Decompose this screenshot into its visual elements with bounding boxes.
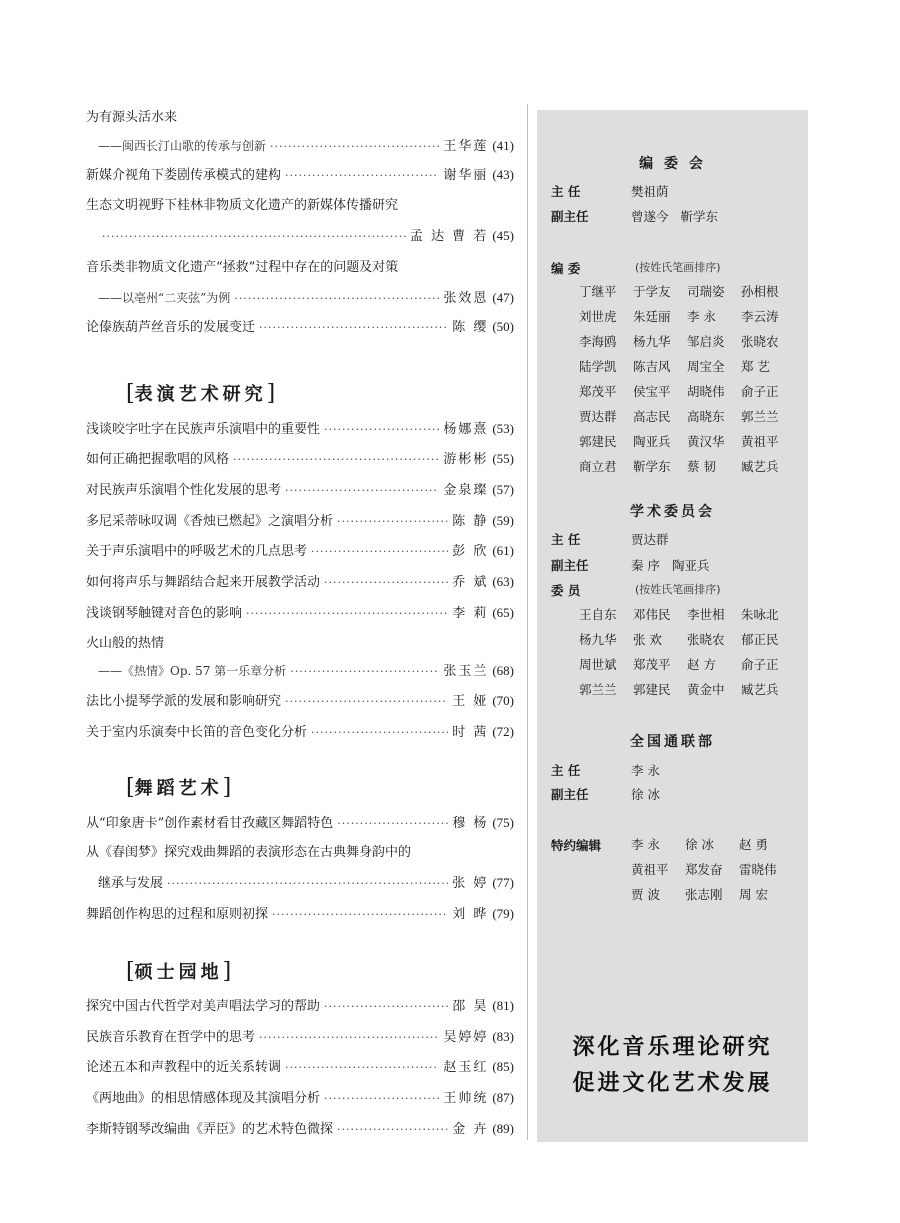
toc-page: (70) xyxy=(492,693,514,708)
toc-author: 张玉兰 xyxy=(443,664,489,679)
toc-page: (77) xyxy=(492,875,514,890)
leader-dots xyxy=(337,512,448,532)
role-label: 副主任 xyxy=(551,209,589,224)
toc-title: 《两地曲》的相思情感体现及其演唱分析 xyxy=(86,1091,321,1106)
toc-page: (59) xyxy=(492,513,514,528)
person-name: 李 永 xyxy=(631,763,660,778)
toc-author: 彭 欣 xyxy=(452,544,489,559)
leader-dots xyxy=(246,604,448,624)
editorial-committee-heading: 编 委 会 xyxy=(639,156,706,172)
toc-entry[interactable] xyxy=(86,904,514,924)
person-name: 樊祖荫 xyxy=(631,184,669,199)
section-heading-dance: [舞蹈艺术] xyxy=(126,775,232,800)
leader-dots xyxy=(337,814,448,834)
special-editors-row xyxy=(551,836,631,854)
toc-entry[interactable] xyxy=(86,449,514,469)
toc-title: 论述五本和声教程中的近关系转调 xyxy=(86,1060,282,1075)
role-label: 主 任 xyxy=(551,763,581,778)
toc-page: (50) xyxy=(492,319,514,334)
toc-page: (65) xyxy=(492,605,514,620)
toc-entry[interactable] xyxy=(86,691,514,711)
toc-subtitle: ——闽西长汀山歌的传承与创新 xyxy=(98,139,267,153)
toc-entry[interactable] xyxy=(86,419,514,439)
role-label: 主 任 xyxy=(551,184,581,199)
toc-subtitle: ——《热情》Op. 57 第一乐章分析 xyxy=(98,664,287,678)
ordering-note: (按姓氏笔画排序) xyxy=(635,261,721,274)
leader-dots xyxy=(311,723,448,743)
toc-title: 如何将声乐与舞蹈结合起来开展教学活动 xyxy=(86,575,321,590)
role-label: 委 员 xyxy=(551,583,581,598)
toc-page: (87) xyxy=(492,1090,514,1105)
toc-page: (41) xyxy=(492,138,514,153)
section-heading-master: [硕士园地] xyxy=(126,959,232,984)
person-name: 徐 冰 xyxy=(631,787,660,802)
slogan-line-1: 深化音乐理论研究 xyxy=(572,1034,773,1060)
liaison-vice-row xyxy=(551,785,660,803)
toc-entry[interactable] xyxy=(86,480,514,500)
toc-page: (68) xyxy=(492,663,514,678)
role-label: 编 委 xyxy=(551,261,581,276)
leader-dots xyxy=(234,289,439,309)
toc-page: (45) xyxy=(492,228,514,243)
toc-title: 舞蹈创作构思的过程和原则初探 xyxy=(86,907,269,922)
leader-dots xyxy=(285,692,448,712)
toc-author: 刘 晔 xyxy=(452,907,489,922)
toc-author: 吴婷婷 xyxy=(443,1030,489,1045)
toc-page: (81) xyxy=(492,998,514,1013)
toc-page: (89) xyxy=(492,1121,514,1136)
toc-author: 金泉璨 xyxy=(443,483,489,498)
leader-dots xyxy=(285,1058,439,1078)
toc-title: 为有源头活水来 xyxy=(86,110,178,125)
toc-subtitle: 继承与发展 xyxy=(98,876,164,891)
toc-entry[interactable] xyxy=(86,634,514,681)
toc-page: (43) xyxy=(492,167,514,182)
leader-dots xyxy=(285,481,439,501)
toc-author: 杨娜熹 xyxy=(443,422,489,437)
toc-author: 张效恩 xyxy=(443,291,489,306)
toc-author: 王华莲 xyxy=(443,139,489,154)
toc-entry[interactable] xyxy=(86,196,514,246)
toc-author: 王帅统 xyxy=(443,1091,489,1106)
toc-title: 关于声乐演唱中的呼吸艺术的几点思考 xyxy=(86,544,308,559)
toc-entry[interactable] xyxy=(86,541,514,561)
toc-title: 多尼采蒂咏叹调《香烛已燃起》之演唱分析 xyxy=(86,514,334,529)
academic-vice-row xyxy=(551,556,710,574)
toc-title: 火山般的热情 xyxy=(86,636,165,651)
toc-author: 赵玉红 xyxy=(443,1060,489,1075)
special-editors-grid: 李 永 徐 冰 赵 勇 黄祖平 郑发奋 雷晓伟 贾 波 张志刚 周 宏 xyxy=(631,836,777,902)
academic-members-label-row xyxy=(551,581,721,599)
editorial-director-row xyxy=(551,182,669,200)
toc-entry[interactable] xyxy=(86,165,514,185)
section-heading-performance: [表演艺术研究] xyxy=(126,381,276,406)
toc-entry[interactable] xyxy=(86,1027,514,1047)
toc-title: 如何正确把握歌唱的风格 xyxy=(86,452,230,467)
leader-dots xyxy=(311,542,448,562)
toc-author: 陈 静 xyxy=(452,514,489,529)
toc-entry[interactable] xyxy=(86,511,514,531)
leader-dots xyxy=(259,318,448,338)
column-divider xyxy=(527,104,528,1140)
toc-title: 新媒介视角下娄剧传承模式的建构 xyxy=(86,168,282,183)
toc-title: 论傣族葫芦丝音乐的发展变迁 xyxy=(86,320,256,335)
toc-author: 谢华丽 xyxy=(443,168,489,183)
toc-entry[interactable] xyxy=(86,843,514,893)
toc-title: 从“印象唐卡”创作素材看甘孜藏区舞蹈特色 xyxy=(86,816,334,831)
masthead-panel xyxy=(537,110,808,1142)
toc-title: 探究中国古代哲学对美声唱法学习的帮助 xyxy=(86,999,321,1014)
person-name: 靳学东 xyxy=(680,209,719,224)
toc-entry[interactable] xyxy=(86,572,514,592)
leader-dots xyxy=(324,420,439,440)
role-label: 主 任 xyxy=(551,532,581,547)
toc-author: 孟 达 曹 若 xyxy=(409,229,489,244)
toc-author: 邵 昊 xyxy=(452,999,489,1014)
leader-dots xyxy=(270,137,439,157)
toc-entry[interactable] xyxy=(86,996,514,1016)
toc-page: (75) xyxy=(492,815,514,830)
academic-director-row xyxy=(551,530,669,548)
academic-committee-heading: 学术委员会 xyxy=(630,504,715,520)
toc-title: 生态文明视野下桂林非物质文化遗产的新媒体传播研究 xyxy=(86,198,399,213)
leader-dots xyxy=(233,450,439,470)
toc-page: (47) xyxy=(492,290,514,305)
toc-title: 浅谈钢琴触键对音色的影响 xyxy=(86,606,243,621)
role-label: 副主任 xyxy=(551,787,589,802)
toc-entry[interactable] xyxy=(86,108,514,156)
leader-dots xyxy=(259,1028,439,1048)
person-name: 秦 序 xyxy=(631,558,660,573)
toc-author: 时 茜 xyxy=(452,725,489,740)
toc-title: 浅谈咬字吐字在民族声乐演唱中的重要性 xyxy=(86,422,321,437)
toc-page: (83) xyxy=(492,1029,514,1044)
toc-entry[interactable] xyxy=(86,603,514,623)
editorial-vice-row xyxy=(551,207,718,225)
toc-title: 对民族声乐演唱个性化发展的思考 xyxy=(86,483,282,498)
leader-dots xyxy=(290,662,439,682)
toc-page: (72) xyxy=(492,724,514,739)
ordering-note: (按姓氏笔画排序) xyxy=(635,583,721,596)
toc-title: 音乐类非物质文化遗产“拯救”过程中存在的问题及对策 xyxy=(86,260,399,275)
toc-page: (57) xyxy=(492,482,514,497)
slogan-line-2: 促进文化艺术发展 xyxy=(572,1070,773,1096)
toc-page: (63) xyxy=(492,574,514,589)
toc-author: 游彬彬 xyxy=(443,452,489,467)
toc-entry[interactable] xyxy=(86,317,514,337)
liaison-heading: 全国通联部 xyxy=(630,734,715,750)
person-name: 贾达群 xyxy=(631,532,669,547)
toc-title: 法比小提琴学派的发展和影响研究 xyxy=(86,694,282,709)
academic-members-grid: 王自东 邓伟民 李世相 朱咏北 杨九华 张 欢 张晓农 郁正民 周世斌 郑茂平 赵 方 俞子正 郭兰兰 郭建民 黄金中 臧艺兵 xyxy=(579,606,779,697)
toc-author: 王 娅 xyxy=(452,694,489,709)
toc-title: 从《春闺梦》探究戏曲舞蹈的表演形态在古典舞身韵中的 xyxy=(86,845,412,860)
leader-dots xyxy=(324,573,448,593)
person-name: 陶亚兵 xyxy=(671,558,710,573)
person-name: 曾遂今 xyxy=(631,209,669,224)
editorial-members-grid: 丁继平 于学友 司瑞姿 孙相根 刘世虎 朱廷丽 李 永 李云涛 李海鸥 杨九华 邹启炎 张晓农 陆学凯 陈吉风 周宝全 郑 艺 郑茂平 侯宝平 胡晓伟 俞子正 贾达群 高志民 高晓东 郭兰兰 郭建民 陶亚兵 黄汉华 黄祖平 商立君 靳学东 蔡 韧 臧艺兵 xyxy=(579,283,779,474)
toc-entry[interactable] xyxy=(86,813,514,833)
leader-dots xyxy=(337,1120,448,1140)
toc-entry[interactable] xyxy=(86,1119,514,1139)
toc-entry[interactable] xyxy=(86,1088,514,1108)
leader-dots xyxy=(324,1089,439,1109)
leader-dots xyxy=(102,227,406,247)
toc-title: 李斯特钢琴改编曲《弄臣》的艺术特色微探 xyxy=(86,1122,334,1137)
toc-title: 民族音乐教育在哲学中的思考 xyxy=(86,1030,256,1045)
leader-dots xyxy=(167,874,448,894)
toc-author: 金 卉 xyxy=(452,1122,489,1137)
role-label: 副主任 xyxy=(551,558,589,573)
toc-page: (61) xyxy=(492,543,514,558)
leader-dots xyxy=(272,905,448,925)
toc-page: (53) xyxy=(492,421,514,436)
liaison-director-row xyxy=(551,761,660,779)
toc-page: (85) xyxy=(492,1059,514,1074)
toc-entry[interactable] xyxy=(86,258,514,308)
toc-page: (55) xyxy=(492,451,514,466)
toc-entry[interactable] xyxy=(86,1057,514,1077)
toc-author: 李 莉 xyxy=(452,606,489,621)
role-label: 特约编辑 xyxy=(551,838,602,853)
toc-author: 陈 缨 xyxy=(452,320,489,335)
toc-page: (79) xyxy=(492,906,514,921)
toc-author: 乔 斌 xyxy=(452,575,489,590)
editorial-members-label-row xyxy=(551,259,721,277)
toc-author: 张 婷 xyxy=(452,876,489,891)
toc-subtitle: ——以亳州“二夹弦”为例 xyxy=(98,291,231,305)
toc-title: 关于室内乐演奏中长笛的音色变化分析 xyxy=(86,725,308,740)
toc-author: 穆 杨 xyxy=(452,816,489,831)
toc-entry[interactable] xyxy=(86,722,514,742)
leader-dots xyxy=(285,166,439,186)
leader-dots xyxy=(324,997,448,1017)
